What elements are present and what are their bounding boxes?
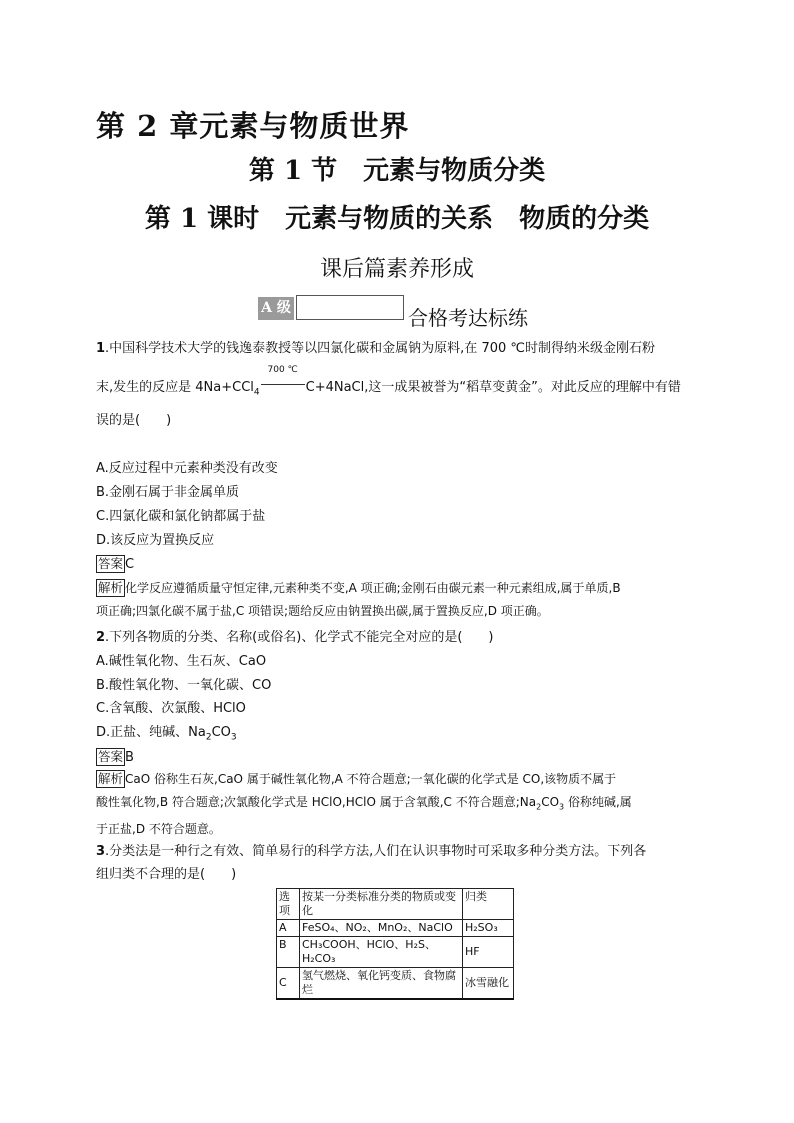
- chapter-title: 第 2 章元素与物质世界: [96, 109, 410, 143]
- table-cell-option: A: [277, 920, 300, 937]
- q2-option-d: D.正盐、纯碱、$Na_2CO_3$: [96, 725, 237, 743]
- q2-stem: 2.下列各物质的分类、名称(或俗名)、化学式不能完全对应的是( ): [96, 630, 494, 645]
- section-title: 第 1 节 元素与物质分类: [248, 156, 546, 186]
- q1-number: 1: [96, 341, 106, 356]
- table-cell-class: H₂SO₃: [463, 920, 514, 937]
- lesson-title: 第 1 课时 元素与物质的关系 物质的分类: [144, 204, 650, 234]
- reaction-arrow: [260, 365, 306, 391]
- level-score-box: [296, 295, 404, 320]
- q1-stem-line1: 1.中国科学技术大学的钱逸泰教授等以四氯化碳和金属钠为原料,在 700 ℃时制得纳米级金刚石粉: [96, 341, 655, 356]
- analysis-tag: 解析: [98, 580, 124, 595]
- q1-answer: [96, 555, 706, 574]
- q2-number: 2: [96, 630, 106, 645]
- q2-option-c: C.含氧酸、次氯酸、HClO: [96, 701, 246, 716]
- table-header-option: 选项: [277, 889, 300, 920]
- table-row: [277, 968, 514, 1000]
- q1-stem-line3: 误的是( ): [96, 413, 172, 428]
- table-cell-items: FeSO₄、NO₂、MnO₂、NaClO: [300, 920, 463, 937]
- q1-stem-line2: 末,发生的反应是 4Na+CCl$_4$ 700 ℃ C+4NaCl,这一成果被誉为“稻草变黄金”。对此反应的理解中有错: [96, 365, 681, 398]
- q3-number: 3: [96, 844, 106, 859]
- table-row: [277, 937, 514, 968]
- q2-option-b: B.酸性氧化物、一氧化碳、CO: [96, 678, 272, 693]
- page-subtitle: 课后篇素养形成: [319, 257, 474, 282]
- q1-option-c: C.四氯化碳和氯化钠都属于盐: [96, 509, 266, 524]
- level-badge: A 级: [258, 297, 294, 320]
- classification-table: [276, 888, 514, 1000]
- q3-stem-line2: 组归类不合理的是( ): [96, 867, 237, 882]
- q1-answer-value: C: [125, 557, 135, 572]
- table-row: [277, 920, 514, 937]
- q1-option-d: D.该反应为置换反应: [96, 533, 215, 548]
- table-header-items: 按某一分类标准分类的物质或变化: [300, 889, 463, 920]
- table-cell-class: HF: [463, 937, 514, 968]
- q2-option-a: A.碱性氧化物、生石灰、CaO: [96, 654, 267, 669]
- table-cell-class: 冰雪融化: [463, 968, 514, 1000]
- q2-analysis: 解析 CaO 俗称生石灰,CaO 属于碱性氧化物,A 不符合题意;一氧化碳的化学式是 CO,该物质不属于 酸性氧化物,B 符合题意;次氯酸化学式是 HClO,HClO 属于含氧酸,C 不符合题意$;Na_2CO_3$ 俗称纯碱,属 于正盐,D 不符合题意。: [96, 771, 632, 837]
- table-header-class: 归类: [463, 889, 514, 920]
- q1-option-b: B.金刚石属于非金属单质: [96, 485, 240, 500]
- table-cell-option: C: [277, 968, 300, 1000]
- q1-option-a: A.反应过程中元素种类没有改变: [96, 461, 278, 476]
- table-header-row: [277, 889, 514, 920]
- q2-answer: [96, 748, 706, 767]
- analysis-tag: 解析: [98, 771, 124, 786]
- answer-tag: 答案: [98, 556, 124, 571]
- q3-stem-line1: 3.分类法是一种行之有效、简单易行的科学方法,人们在认识事物时可采取多种分类方法。下列各: [96, 844, 647, 859]
- table-cell-option: B: [277, 937, 300, 968]
- q2-answer-value: B: [125, 750, 134, 765]
- table-cell-items: 氢气燃烧、氧化钙变质、食物腐烂: [300, 968, 463, 1000]
- level-title: 合格考达标练: [408, 306, 528, 330]
- answer-tag: 答案: [98, 749, 124, 764]
- q1-analysis: 解析 化学反应遵循质量守恒定律,元素种类不变,A 项正确;金刚石由碳元素一种元素组成,属于单质,B 项正确;四氯化碳不属于盐,C 项错误;题给反应由钠置换出碳,属于置换反应,D 项正确。: [96, 580, 621, 618]
- table-cell-items: CH₃COOH、HClO、H₂S、H₂CO₃: [300, 937, 463, 968]
- reaction-condition: 700 ℃: [267, 365, 298, 375]
